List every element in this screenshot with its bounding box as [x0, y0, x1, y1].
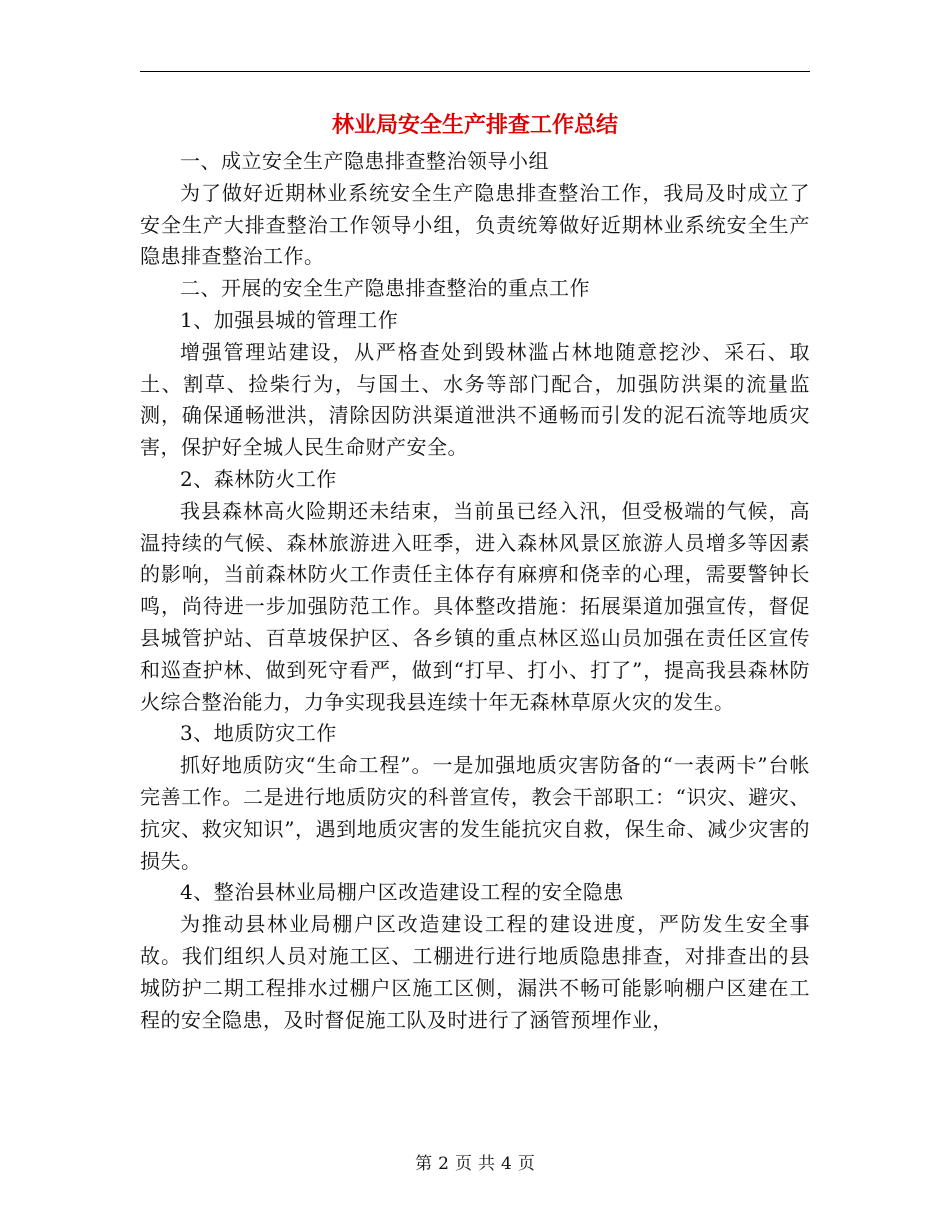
paragraph-shantytown: 为推动县林业局棚户区改造建设工程的建设进度，严防发生安全事故。我们组织人员对施工区、工棚进行进行地质隐患排查，对排查出的县城防护二期工程排水过棚户区施工区侧，漏洪不畅可能影响棚户区建在工程的安全隐患，及时督促施工队及时进行了涵管预埋作业， [140, 912, 810, 1032]
paragraph-leadership-group: 为了做好近期林业系统安全生产隐患排查整治工作，我局及时成立了安全生产大排查整治工作领导小组，负责统筹做好近期林业系统安全生产隐患排查整治工作。 [140, 180, 810, 269]
page-number: 2 [438, 1154, 449, 1174]
page-prefix: 第 [415, 1154, 433, 1174]
total-prefix: 共 [478, 1154, 495, 1174]
subheading-shantytown: 4、整治县林业局棚户区改造建设工程的安全隐患 [180, 880, 624, 905]
page-footer [0, 1152, 950, 1176]
subheading-fire-prevention: 2、森林防火工作 [180, 466, 337, 491]
header-rule [140, 71, 810, 72]
total-unit: 页 [517, 1154, 535, 1174]
paragraph-fire-prevention: 我县森林高火险期还未结束，当前虽已经入汛，但受极端的气候，高温持续的气候、森林旅游进入旺季，进入森林风景区旅游人员增多等因素的影响，当前森林防火工作责任主体存有麻痹和侥幸的心理，需要警钟长鸣，尚待进一步加强防范工作。具体整改措施：拓展渠道加强宣传，督促县城管护站、百草坡保护区、各乡镇的重点林区巡山员加强在责任区宣传和巡查护林、做到死守看严，做到“打早、打小、打了”，提高我县森林防火综合整治能力，力争实现我县连续十年无森林草原火灾的发生。 [140, 498, 810, 714]
subheading-county-management: 1、加强县城的管理工作 [180, 307, 399, 332]
page-unit: 页 [455, 1154, 472, 1174]
subheading-geological-disaster: 3、地质防灾工作 [180, 721, 337, 746]
paragraph-geological-disaster: 抓好地质防灾“生命工程”。一是加强地质灾害防备的“一表两卡”台帐完善工作。二是进行地质防灾的科普宣传，教会干部职工：“识灾、避灾、抗灾、救灾知识”，遇到地质灾害的发生能抗灾自救，保生命、减少灾害的损失。 [140, 753, 810, 873]
section-heading-1: 一、成立安全生产隐患排查整治领导小组 [180, 149, 549, 173]
section-heading-2: 二、开展的安全生产隐患排查整治的重点工作 [180, 276, 590, 301]
paragraph-county-management: 增强管理站建设，从严格查处到毁林滥占林地随意挖沙、采石、取土、割草、捡柴行为，与国土、水务等部门配合，加强防洪渠的流量监测，确保通畅泄洪，清除因防洪渠道泄洪不通畅而引发的泥石流等地质灾害，保护好全城人民生命财产安全。 [140, 339, 810, 460]
total-pages: 4 [501, 1154, 512, 1174]
document-body [140, 146, 810, 1036]
document-title: 林业局安全生产排查工作总结 [331, 113, 618, 138]
